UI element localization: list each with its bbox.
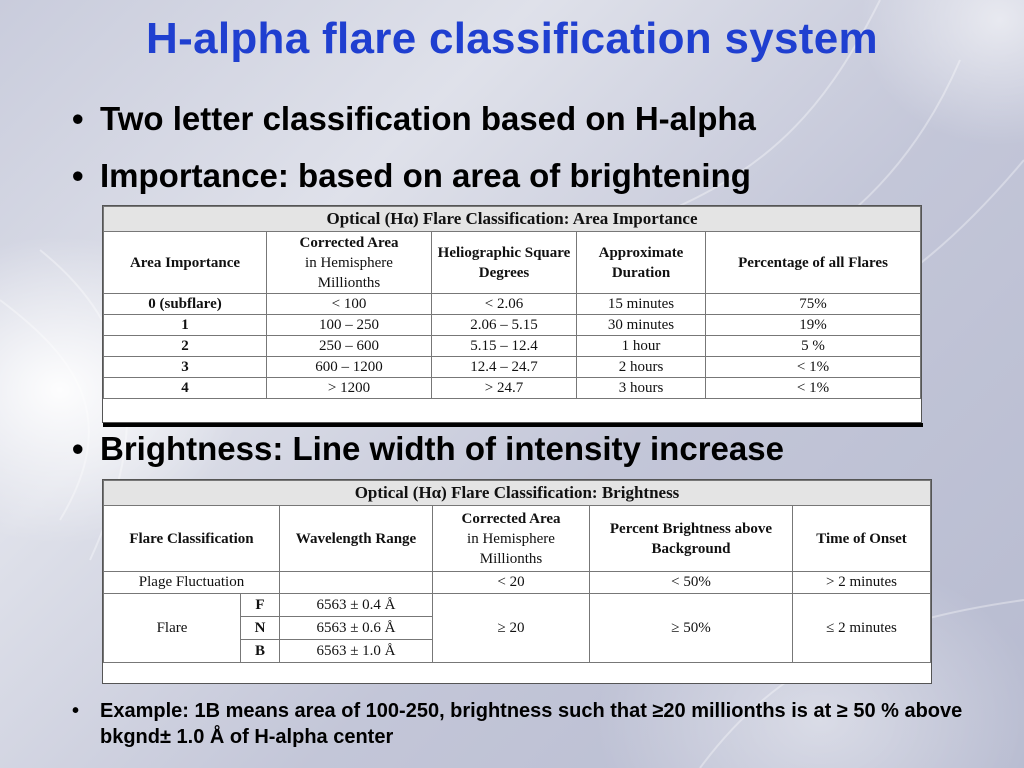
area-table-spacer	[104, 399, 921, 417]
bullet-dot: •	[72, 100, 84, 137]
area-row-area: 600 – 1200	[267, 357, 432, 378]
plage-wavelength	[280, 572, 433, 594]
flare-class-range: 6563 ± 0.6 Å	[280, 617, 433, 640]
area-header-heliographic: Heliographic Square Degrees	[432, 232, 577, 294]
bullet-brightness-text: Brightness: Line width of intensity increase	[100, 430, 784, 467]
brightness-header-corrected	[433, 506, 590, 572]
area-row-percentage: 75%	[706, 294, 921, 315]
header-line: in Hemisphere	[467, 530, 555, 547]
table-shadow	[103, 423, 923, 427]
area-row-degrees: 5.15 – 12.4	[432, 336, 577, 357]
brightness-header-onset: Time of Onset	[793, 506, 931, 572]
flare-percent: ≥ 50%	[590, 594, 793, 663]
brightness-header-classification: Flare Classification	[104, 506, 280, 572]
plage-label: Plage Fluctuation	[104, 572, 280, 594]
header-line: Corrected Area	[299, 234, 399, 251]
bullet-importance-text: Importance: based on area of brightening	[100, 157, 751, 194]
area-row-importance: 3	[104, 357, 267, 378]
flare-area: ≥ 20	[433, 594, 590, 663]
bullet-dot: •	[72, 430, 84, 467]
area-header-percentage: Percentage of all Flares	[706, 232, 921, 294]
area-table-caption: Optical (Hα) Flare Classification: Area Importance	[104, 207, 921, 232]
brightness-table-caption: Optical (Hα) Flare Classification: Brightness	[104, 481, 931, 506]
area-row-duration: 15 minutes	[577, 294, 706, 315]
area-row-importance: 4	[104, 378, 267, 399]
area-row-percentage: 5 %	[706, 336, 921, 357]
flare-class-range: 6563 ± 0.4 Å	[280, 594, 433, 617]
flare-class-range: 6563 ± 1.0 Å	[280, 640, 433, 663]
brightness-table	[102, 479, 932, 684]
area-row-area: < 100	[267, 294, 432, 315]
area-row-duration: 3 hours	[577, 378, 706, 399]
area-row-duration: 1 hour	[577, 336, 706, 357]
area-header-corrected	[267, 232, 432, 294]
flare-class-letter: B	[241, 640, 280, 663]
plage-percent: < 50%	[590, 572, 793, 594]
area-row-degrees: 2.06 – 5.15	[432, 315, 577, 336]
area-row-duration: 30 minutes	[577, 315, 706, 336]
flare-onset: ≤ 2 minutes	[793, 594, 931, 663]
area-row-area: 250 – 600	[267, 336, 432, 357]
area-row-percentage: < 1%	[706, 378, 921, 399]
area-row-importance: 1	[104, 315, 267, 336]
flare-label: Flare	[104, 594, 241, 663]
bullet-dot: •	[72, 157, 84, 194]
area-row-degrees: < 2.06	[432, 294, 577, 315]
area-header-duration: Approximate Duration	[577, 232, 706, 294]
brightness-header-wavelength: Wavelength Range	[280, 506, 433, 572]
area-header-importance: Area Importance	[104, 232, 267, 294]
header-line: in Hemisphere	[305, 254, 393, 271]
plage-area: < 20	[433, 572, 590, 594]
header-line: Millionths	[317, 274, 381, 291]
area-row-percentage: < 1%	[706, 357, 921, 378]
area-row-degrees: 12.4 – 24.7	[432, 357, 577, 378]
bullet-dot: •	[72, 700, 80, 722]
plage-onset: > 2 minutes	[793, 572, 931, 594]
area-row-importance: 0 (subflare)	[104, 294, 267, 315]
area-row-area: 100 – 250	[267, 315, 432, 336]
header-line: Corrected Area	[461, 510, 561, 527]
area-importance-table	[102, 205, 922, 423]
brightness-header-percent: Percent Brightness above Background	[590, 506, 793, 572]
bullet-classification-text: Two letter classification based on H-alpha	[100, 100, 756, 137]
slide-title: H-alpha flare classification system	[146, 14, 878, 63]
area-row-degrees: > 24.7	[432, 378, 577, 399]
area-row-importance: 2	[104, 336, 267, 357]
bullet-example-text: Example: 1B means area of 100-250, brightness such that ≥20 millionths is at ≥ 50 % above bkgnd± 1.0 Å of H-alpha center	[100, 700, 963, 748]
flare-class-letter: F	[241, 594, 280, 617]
header-line: Millionths	[479, 550, 543, 567]
area-row-area: > 1200	[267, 378, 432, 399]
brightness-table-spacer	[104, 663, 931, 681]
area-row-percentage: 19%	[706, 315, 921, 336]
flare-class-letter: N	[241, 617, 280, 640]
area-row-duration: 2 hours	[577, 357, 706, 378]
